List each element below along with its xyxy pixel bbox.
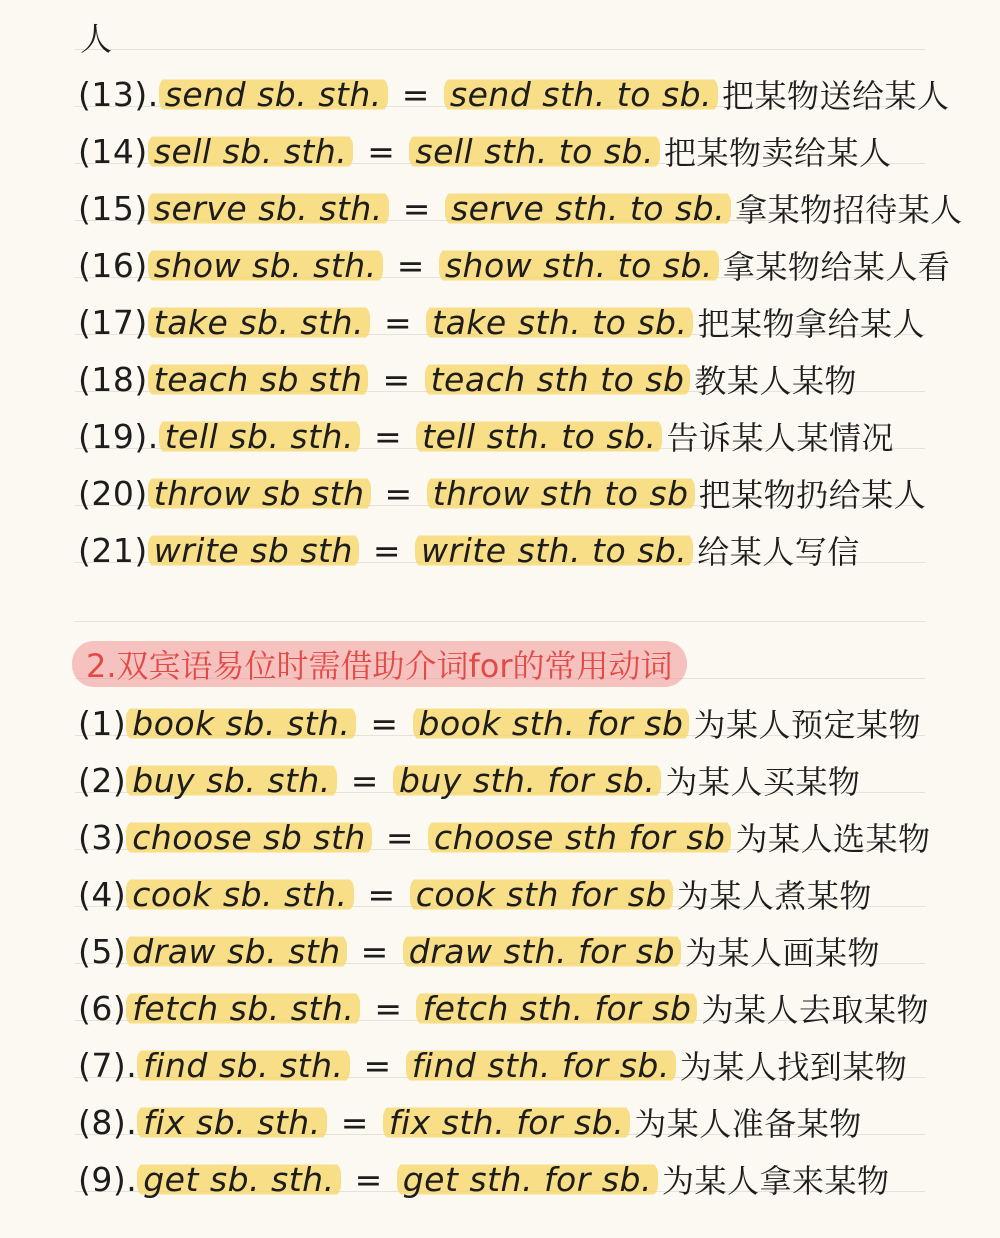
item-number: (8). [78, 1102, 138, 1142]
phrase-line [78, 127, 892, 175]
phrase-double-object: take sb. sth. [148, 303, 370, 342]
item-number: (5) [78, 931, 127, 971]
phrase-line [78, 412, 894, 460]
phrase-prepositional: throw sth to sb [427, 474, 695, 513]
equals-sign: = [367, 131, 396, 171]
phrase-double-object: choose sb sth [126, 818, 372, 857]
equals-sign: = [340, 1102, 369, 1142]
chinese-meaning: 给某人写信 [697, 533, 860, 571]
phrase-prepositional: write sth. to sb. [415, 531, 693, 570]
phrase-double-object: throw sb sth [148, 474, 371, 513]
chinese-meaning: 为某人买某物 [665, 763, 861, 801]
phrase-double-object: sell sb. sth. [148, 132, 353, 171]
chinese-meaning: 为某人找到某物 [679, 1048, 908, 1086]
item-number: (1) [78, 703, 127, 743]
phrase-prepositional: teach sth to sb [425, 360, 691, 399]
phrase-prepositional: show sth. to sb. [439, 246, 719, 285]
phrase-line [78, 699, 921, 747]
equals-sign: = [383, 302, 413, 342]
item-number: (9). [78, 1159, 138, 1199]
chinese-meaning: 为某人准备某物 [634, 1105, 862, 1143]
chinese-meaning: 拿某物给某人看 [722, 248, 951, 286]
phrase-line [78, 298, 925, 346]
phrase-prepositional: serve sth. to sb. [445, 189, 731, 228]
phrase-double-object: book sb. sth. [126, 704, 356, 743]
equals-sign: = [385, 817, 415, 857]
equals-sign: = [367, 874, 396, 914]
phrase-double-object: draw sb. sth [126, 932, 346, 971]
item-number: (19). [78, 416, 159, 456]
item-number: (4) [78, 874, 127, 914]
chinese-meaning: 把某物扔给某人 [698, 476, 927, 514]
chinese-meaning: 把某物送给某人 [722, 77, 950, 115]
phrase-prepositional: book sth. for sb [413, 704, 690, 743]
chinese-meaning: 为某人画某物 [685, 934, 881, 972]
phrase-prepositional: cook sth for sb [410, 875, 673, 914]
item-number: (2) [78, 760, 127, 800]
equals-sign: = [382, 359, 411, 399]
item-number: (16) [78, 245, 148, 285]
phrase-prepositional: draw sth. for sb [403, 932, 681, 971]
phrase-double-object: tell sb. sth. [159, 417, 360, 456]
item-number: (6) [78, 988, 127, 1028]
equals-sign: = [363, 1045, 392, 1085]
phrase-double-object: buy sb. sth. [126, 761, 337, 800]
chinese-meaning: 告诉某人某情况 [666, 419, 894, 457]
phrase-line [78, 1098, 862, 1146]
ruled-line [75, 49, 925, 50]
phrase-prepositional: fix sth. for sb. [383, 1103, 630, 1142]
phrase-line [78, 927, 880, 975]
phrase-prepositional: sell sth. to sb. [409, 132, 660, 171]
phrase-line [78, 526, 860, 574]
phrase-line [78, 1155, 889, 1203]
chinese-meaning: 为某人去取某物 [701, 991, 929, 1029]
phrase-prepositional: get sth. for sb. [397, 1160, 658, 1199]
item-number: (15) [78, 188, 148, 228]
phrase-double-object: serve sb. sth. [148, 189, 389, 228]
phrase-prepositional: take sth. to sb. [426, 303, 693, 342]
equals-sign: = [350, 760, 379, 800]
phrase-prepositional: choose sth for sb [428, 818, 731, 857]
equals-sign: = [354, 1159, 383, 1199]
phrase-prepositional: buy sth. for sb. [393, 761, 661, 800]
item-number: (13). [78, 74, 159, 114]
equals-sign: = [401, 74, 430, 114]
phrase-double-object: fix sb. sth. [137, 1103, 326, 1142]
item-number: (17) [78, 302, 148, 342]
chinese-meaning: 为某人拿来某物 [661, 1162, 890, 1200]
phrase-line [78, 184, 963, 232]
item-number: (21) [78, 530, 148, 570]
item-number: (7). [78, 1045, 138, 1085]
phrase-double-object: get sb. sth. [137, 1160, 340, 1199]
phrase-double-object: fetch sb. sth. [126, 989, 360, 1028]
phrase-double-object: show sb. sth. [148, 246, 383, 285]
item-number: (3) [78, 817, 127, 857]
phrase-double-object: find sb. sth. [137, 1046, 349, 1085]
chinese-meaning: 教某人某物 [694, 362, 857, 400]
chinese-meaning: 为某人煮某物 [676, 877, 872, 915]
chinese-meaning: 为某人预定某物 [693, 706, 921, 744]
phrase-line [78, 70, 950, 118]
ruled-line [75, 621, 925, 622]
chinese-meaning: 为某人选某物 [735, 820, 931, 858]
phrase-line [78, 241, 950, 289]
top-fragment-text: 人 [80, 20, 113, 58]
phrase-line [78, 984, 929, 1032]
phrase-double-object: teach sb sth [148, 360, 369, 399]
phrase-prepositional: send sth. to sb. [444, 75, 718, 114]
chinese-meaning: 把某物拿给某人 [697, 305, 925, 343]
equals-sign: = [402, 188, 431, 228]
phrase-prepositional: find sth. for sb. [406, 1046, 676, 1085]
phrase-line [78, 813, 931, 861]
item-number: (14) [78, 131, 148, 171]
equals-sign: = [360, 931, 389, 971]
equals-sign: = [374, 988, 403, 1028]
phrase-line [78, 756, 860, 804]
phrase-double-object: send sb. sth. [159, 75, 388, 114]
item-number: (18) [78, 359, 148, 399]
chinese-meaning: 拿某物招待某人 [735, 191, 963, 229]
chinese-meaning: 把某物卖给某人 [664, 134, 892, 172]
equals-sign: = [372, 530, 402, 570]
phrase-line [78, 870, 872, 918]
equals-sign: = [370, 703, 399, 743]
phrase-prepositional: fetch sth. for sb [416, 989, 697, 1028]
equals-sign: = [384, 473, 413, 513]
phrase-line [78, 355, 857, 403]
item-number: (20) [78, 473, 148, 513]
phrase-double-object: write sb sth [148, 531, 359, 570]
equals-sign: = [396, 245, 425, 285]
phrase-line [78, 1041, 907, 1089]
phrase-line [78, 469, 926, 517]
phrase-prepositional: tell sth. to sb. [416, 417, 662, 456]
section-heading: 2.双宾语易位时需借助介词for的常用动词 [72, 641, 687, 687]
phrase-double-object: cook sb. sth. [126, 875, 353, 914]
equals-sign: = [373, 416, 403, 456]
